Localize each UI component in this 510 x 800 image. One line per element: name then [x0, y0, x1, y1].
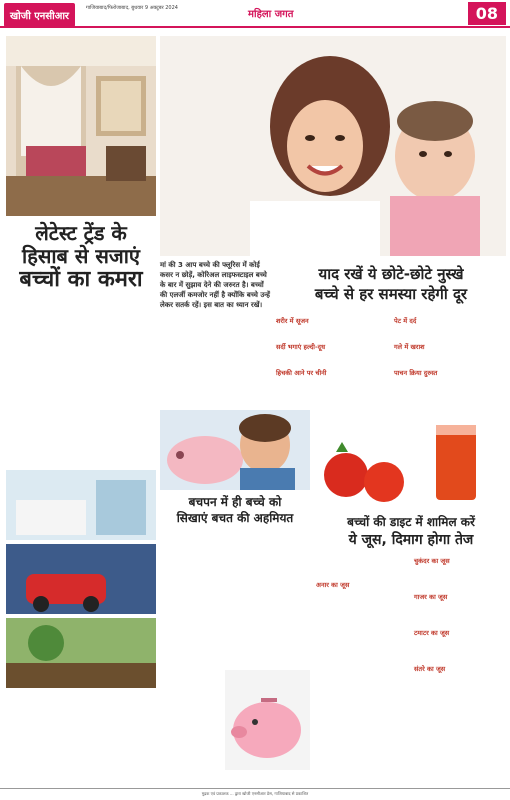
room-article-body-bottom	[6, 692, 156, 782]
tips-subhead: हिचकी आने पर चीनी	[276, 369, 327, 377]
boy-piggy-bank-photo	[160, 410, 310, 490]
tips-subhead: सर्दी भगाएं हल्दी-दूध	[276, 343, 326, 351]
tips-headline-line2: बच्चे से हर समस्या रहेगी दूर	[314, 285, 468, 303]
tips-subhead: शरीर में सूजन	[276, 317, 309, 325]
juice-headline-line2: ये जूस, दिमाग होगा तेज	[348, 532, 474, 548]
tips-subhead: गले में खराश	[394, 343, 425, 351]
tips-headline-line1: याद रखें ये छोटे-छोटे नुस्खे	[318, 265, 464, 283]
tips-headline	[275, 264, 507, 304]
tips-subhead: पेट में दर्द	[394, 317, 417, 325]
juice-subhead: अनार का जूस	[316, 581, 350, 589]
room-headline-line1: लेटेस्ट ट्रेंड के	[35, 221, 127, 245]
savings-headline-line2: सिखाएं बचत की अहमियत	[176, 511, 294, 525]
juice-subhead: चुकंदर का जूस	[414, 557, 450, 565]
page-number: 08	[468, 2, 506, 25]
room-article-body	[6, 296, 156, 466]
room-article-headline	[6, 222, 156, 292]
savings-headline	[160, 494, 310, 526]
juice-subhead: संतरे का जूस	[414, 665, 446, 673]
juice-headline-line1: बच्चों की डाइट में शामिल करें	[347, 515, 475, 529]
savings-headline-line1: बचपन में ही बच्चे को	[188, 495, 282, 509]
dateline: गाजियाबाद/फिरोजाबाद, बुधवार 9 अक्टूबर 2024	[86, 5, 178, 11]
room-headline-line3: बच्चों का कमरा	[19, 267, 143, 292]
juice-headline	[316, 514, 506, 549]
masthead	[0, 0, 510, 28]
juice-subhead: गाजर का जूस	[414, 593, 448, 601]
tomato-juice-photo	[316, 410, 506, 510]
imprint-footer: मुद्रक एवं प्रकाशक ... द्वारा खोजी एनसीआर प्रेस, गाजियाबाद से प्रकाशित	[0, 788, 510, 800]
tips-subhead: पाचन क्रिया दुरुस्त	[394, 369, 438, 377]
mother-child-photo	[160, 36, 506, 256]
kids-room-photo	[6, 36, 156, 216]
section-title: महिला जगत	[248, 9, 294, 20]
room-photo-2	[6, 544, 156, 614]
piggy-bank-photo	[225, 670, 310, 770]
room-photo-3	[6, 618, 156, 688]
tips-intro: मां की 3 आप बच्चे की फ्लूरिस में कोई कसर न छोड़ें, कोरिअल लाइफस्टाइल बच्चे के बार में सुझाव देने की जरुरत है। बच्चों की एलर्जी कमजोर नहीं है क्योंकि बच्चे उन्हें लेकर सतर्क रहें। इस बात का ध्यान रखें।	[160, 261, 270, 309]
juice-section	[316, 554, 506, 784]
juice-subhead: टमाटर का जूस	[414, 629, 450, 637]
brand-logo: खोजी एनसीआर	[4, 3, 75, 27]
room-photo-1	[6, 470, 156, 540]
room-headline-line2: हिसाब से सजाएं	[22, 244, 140, 268]
